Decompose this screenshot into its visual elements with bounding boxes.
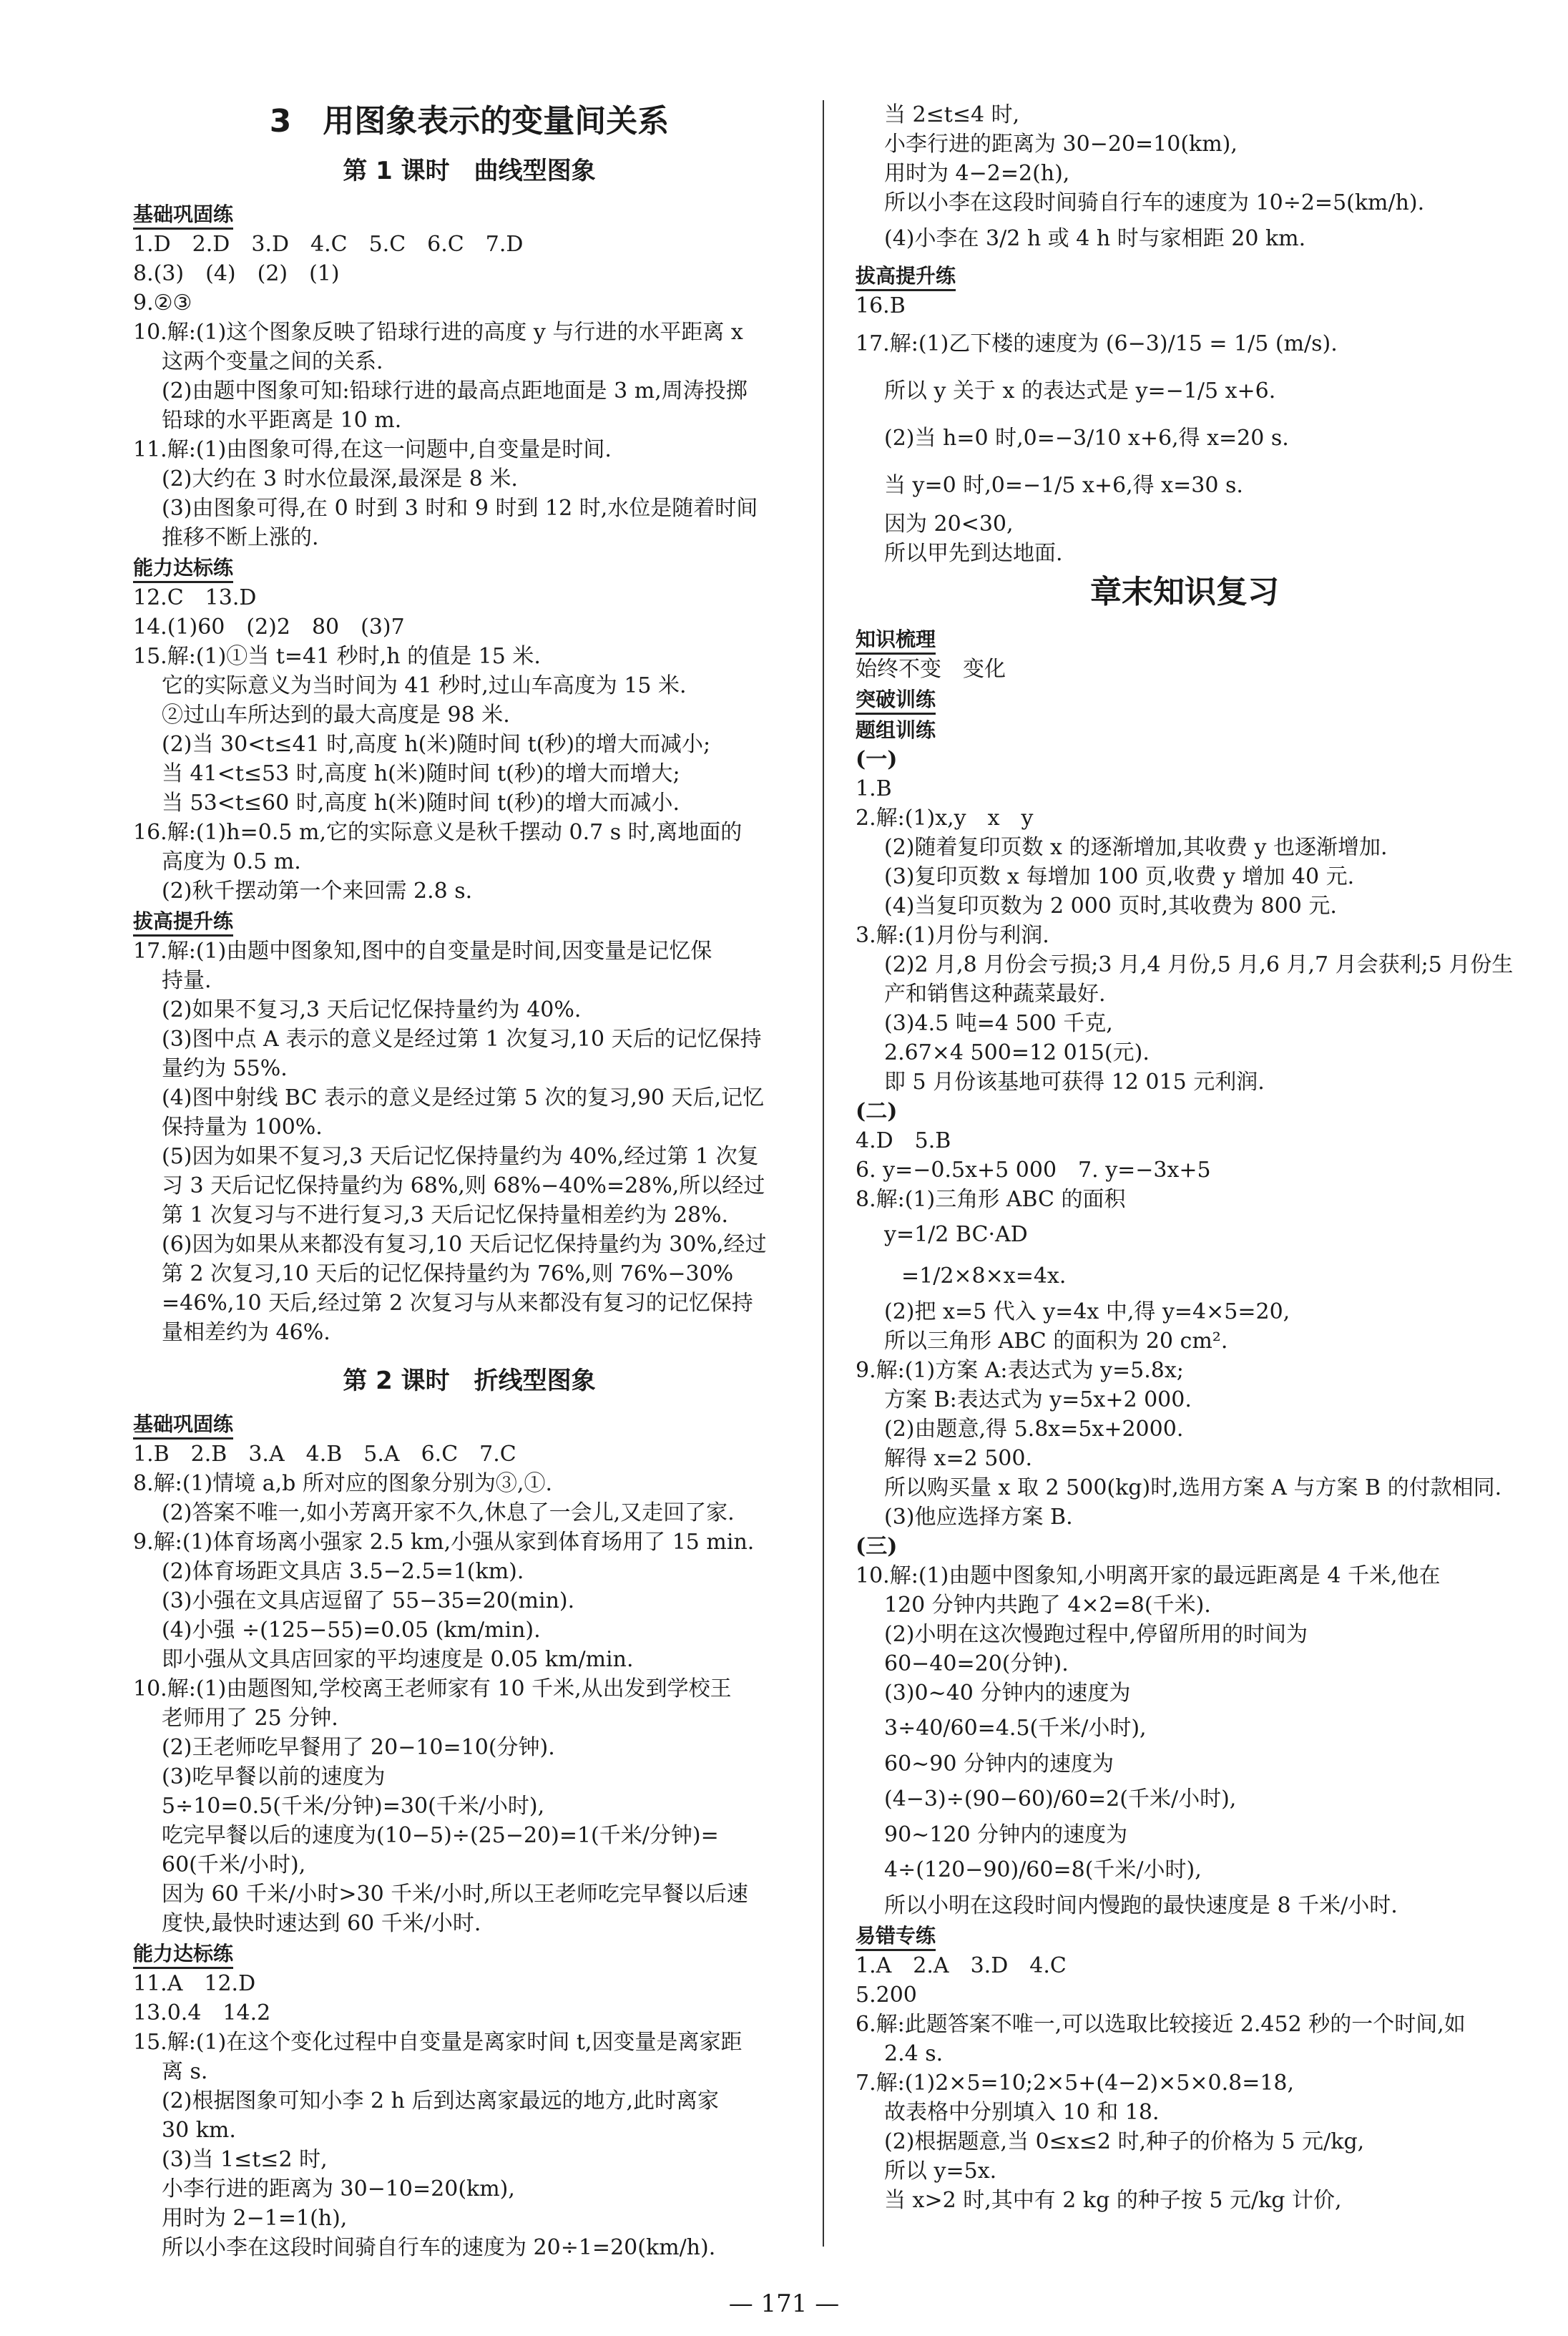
group-1-answers bbox=[856, 774, 1514, 1097]
basic-2-answers bbox=[133, 1440, 805, 1938]
answer-line: 这两个变量之间的关系. bbox=[162, 349, 383, 374]
answer-line: 量相差约为 46%. bbox=[162, 1320, 330, 1345]
answer-line: 小李行进的距离为 30−20=10(km), bbox=[884, 132, 1238, 157]
heading-advance-1: 拔高提升练 bbox=[133, 909, 233, 937]
answer-line: (6)因为如果从来都没有复习,10 天后记忆保持量约为 30%,经过 bbox=[162, 1232, 767, 1257]
left-column bbox=[133, 100, 805, 2262]
answer-line: 60(千米/小时), bbox=[162, 1852, 306, 1877]
group-3-label: (三) bbox=[856, 1534, 898, 1559]
answer-line: 60−40=20(分钟). bbox=[884, 1651, 1069, 1676]
answer-line: 第 2 次复习,10 天后的记忆保持量约为 76%,则 76%−30% bbox=[162, 1261, 734, 1286]
answer-line: 2.解:(1)x,y x y bbox=[856, 806, 1034, 831]
heading-groups: 题组训练 bbox=[856, 718, 936, 742]
review-title: 章末知识复习 bbox=[1090, 574, 1279, 610]
answer-line: (3)他应选择方案 B. bbox=[884, 1505, 1073, 1530]
answer-line: 16.B bbox=[856, 293, 906, 318]
mistake-answers bbox=[856, 1951, 1514, 2215]
answer-line: (4)小强 ÷(125−55)=0.05 (km/min). bbox=[162, 1618, 541, 1643]
answer-line: (3)由图象可得,在 0 时到 3 时和 9 时到 12 时,水位是随着时间 bbox=[162, 496, 758, 521]
answer-line: (4)图中射线 BC 表示的意义是经过第 5 次的复习,90 天后,记忆 bbox=[162, 1085, 765, 1110]
answer-line: 15.解:(1)①当 t=41 秒时,h 的值是 15 米. bbox=[133, 644, 541, 669]
answer-line: 17.解:(1)由题中图象知,图中的自变量是时间,因变量是记忆保 bbox=[133, 939, 712, 964]
answer-line: 8.解:(1)情境 a,b 所对应的图象分别为③,①. bbox=[133, 1471, 552, 1496]
answer-line: (3)当 1≤t≤2 时, bbox=[162, 2147, 328, 2172]
answer-line: (2)2 月,8 月份会亏损;3 月,4 月份,5 月,6 月,7 月会获利;5 月份生 bbox=[884, 952, 1514, 977]
ability-1-answers bbox=[133, 583, 805, 906]
answer-line: 持量. bbox=[162, 968, 212, 993]
answer-line: (4−3)÷(90−60)/60=2(千米/小时), bbox=[884, 1787, 1237, 1812]
answer-line: 13.0.4 14.2 bbox=[133, 2000, 271, 2025]
answer-line: 故表格中分别填入 10 和 18. bbox=[884, 2100, 1160, 2125]
answer-line: 3÷40/60=4.5(千米/小时), bbox=[884, 1716, 1147, 1741]
answer-line: (2)由题中图象可知:铅球行进的最高点距地面是 3 m,周涛投掷 bbox=[162, 378, 748, 404]
answer-line: 2.67×4 500=12 015(元). bbox=[884, 1040, 1150, 1065]
answer-line: 7.解:(1)2×5=10;2×5+(4−2)×5×0.8=18, bbox=[856, 2071, 1295, 2096]
answer-line: 1.B 2.B 3.A 4.B 5.A 6.C 7.C bbox=[133, 1442, 516, 1467]
answer-line: 8.(3) (4) (2) (1) bbox=[133, 261, 340, 286]
answer-line: 1.B bbox=[856, 776, 892, 801]
answer-line: (5)因为如果不复习,3 天后记忆保持量约为 40%,经过第 1 次复 bbox=[162, 1144, 759, 1169]
answer-line: (2)秋千摆动第一个来回需 2.8 s. bbox=[162, 879, 473, 904]
answer-line: 即 5 月份该基地可获得 12 015 元利润. bbox=[884, 1070, 1265, 1095]
lesson-1-title: 第 1 课时 曲线型图象 bbox=[343, 157, 596, 185]
answer-line: (3)小强在文具店逗留了 55−35=20(min). bbox=[162, 1588, 575, 1613]
heading-basic-1: 基础巩固练 bbox=[133, 202, 233, 230]
answer-line: =46%,10 天后,经过第 2 次复习与从来都没有复习的记忆保持 bbox=[162, 1291, 753, 1316]
answer-line: (2)大约在 3 时水位最深,最深是 8 米. bbox=[162, 466, 518, 492]
heading-mistake: 易错专练 bbox=[856, 1923, 936, 1951]
answer-line: (2)王老师吃早餐用了 20−10=10(分钟). bbox=[162, 1735, 555, 1760]
answer-line: 10.解:(1)由题图知,学校离王老师家有 10 千米,从出发到学校王 bbox=[133, 1676, 732, 1701]
answer-line: (4)当复印页数为 2 000 页时,其收费为 800 元. bbox=[884, 894, 1337, 919]
answer-line: 所以小李在这段时间骑自行车的速度为 10÷2=5(km/h). bbox=[884, 190, 1425, 215]
heading-basic-2: 基础巩固练 bbox=[133, 1412, 233, 1440]
answer-line: (3)图中点 A 表示的意义是经过第 1 次复习,10 天后的记忆保持 bbox=[162, 1027, 762, 1052]
answer-line: 用时为 4−2=2(h), bbox=[884, 161, 1070, 186]
answer-line: 所以小李在这段时间骑自行车的速度为 20÷1=20(km/h). bbox=[162, 2235, 716, 2260]
answer-line: 6. y=−0.5x+5 000 7. y=−3x+5 bbox=[856, 1158, 1211, 1183]
answer-line: 9.解:(1)体育场离小强家 2.5 km,小强从家到体育场用了 15 min. bbox=[133, 1530, 755, 1555]
group-1-label: (一) bbox=[856, 747, 898, 772]
answer-line: 1.A 2.A 3.D 4.C bbox=[856, 1953, 1067, 1978]
answer-line: 5÷10=0.5(千米/分钟)=30(千米/小时), bbox=[162, 1794, 545, 1819]
answer-line: (2)小明在这次慢跑过程中,停留所用的时间为 bbox=[884, 1622, 1308, 1647]
heading-ability-2: 能力达标练 bbox=[133, 1941, 233, 1969]
answer-line: 4÷(120−90)/60=8(千米/小时), bbox=[884, 1857, 1202, 1882]
answer-line: 所以购买量 x 取 2 500(kg)时,选用方案 A 与方案 B 的付款相同. bbox=[884, 1475, 1502, 1500]
answer-line: 14.(1)60 (2)2 80 (3)7 bbox=[133, 615, 405, 640]
answer-line: 解得 x=2 500. bbox=[884, 1446, 1033, 1471]
continued-answers bbox=[856, 100, 1514, 260]
answer-line: (3)吃早餐以前的速度为 bbox=[162, 1764, 386, 1789]
answer-line: 12.C 13.D bbox=[133, 585, 257, 610]
heading-breakthrough: 突破训练 bbox=[856, 687, 936, 715]
answer-line: (3)复印页数 x 每增加 100 页,收费 y 增加 40 元. bbox=[884, 864, 1355, 889]
column-divider bbox=[823, 100, 824, 2247]
heading-advance-2: 拔高提升练 bbox=[856, 263, 956, 291]
answer-line: 铅球的水平距离是 10 m. bbox=[162, 408, 402, 433]
answer-line: (2)由题意,得 5.8x=5x+2000. bbox=[884, 1417, 1184, 1442]
answer-line: 6.解:此题答案不唯一,可以选取比较接近 2.452 秒的一个时间,如 bbox=[856, 2012, 1466, 2037]
section-title: 3 用图象表示的变量间关系 bbox=[269, 103, 670, 140]
answer-line: 保持量为 100%. bbox=[162, 1115, 323, 1140]
answer-line: 所以小明在这段时间内慢跑的最快速度是 8 千米/小时. bbox=[884, 1893, 1398, 1918]
answer-line: 10.解:(1)这个图象反映了铅球行进的高度 y 与行进的水平距离 x bbox=[133, 320, 743, 345]
advance-2-answers bbox=[856, 291, 1514, 568]
answer-line: (2)当 30<t≤41 时,高度 h(米)随时间 t(秒)的增大而减小; bbox=[162, 732, 711, 757]
group-2-answers bbox=[856, 1126, 1514, 1532]
answer-line: (3)4.5 吨=4 500 千克, bbox=[884, 1011, 1113, 1036]
answer-line: 2.4 s. bbox=[884, 2041, 944, 2066]
answer-line: (2)随着复印页数 x 的逐渐增加,其收费 y 也逐渐增加. bbox=[884, 835, 1388, 860]
answer-line: 17.解:(1)乙下楼的速度为 (6−3)/15 = 1/5 (m/s). bbox=[856, 331, 1338, 356]
answer-line: 它的实际意义为当时间为 41 秒时,过山车高度为 15 米. bbox=[162, 673, 687, 698]
group-3-answers bbox=[856, 1561, 1514, 1920]
answer-line: 推移不断上涨的. bbox=[162, 525, 319, 550]
answer-line: ②过山车所达到的最大高度是 98 米. bbox=[162, 703, 510, 728]
answer-line: 因为 60 千米/小时>30 千米/小时,所以王老师吃完早餐以后速 bbox=[162, 1882, 748, 1907]
answer-line: 所以 y 关于 x 的表达式是 y=−1/5 x+6. bbox=[884, 378, 1276, 404]
answer-line: 当 53<t≤60 时,高度 h(米)随时间 t(秒)的增大而减小. bbox=[162, 791, 680, 816]
answer-line: (2)如果不复习,3 天后记忆保持量约为 40%. bbox=[162, 997, 582, 1022]
lesson-2-title: 第 2 课时 折线型图象 bbox=[343, 1367, 596, 1395]
basic-1-answers bbox=[133, 230, 805, 552]
answer-line: 60~90 分钟内的速度为 bbox=[884, 1751, 1114, 1777]
right-column bbox=[856, 100, 1514, 2215]
group-2-label: (二) bbox=[856, 1099, 898, 1124]
answer-line: 15.解:(1)在这个变化过程中自变量是离家时间 t,因变量是离家距 bbox=[133, 2030, 743, 2055]
answer-line: 所以 y=5x. bbox=[884, 2159, 997, 2184]
answer-line: 第 1 次复习与不进行复习,3 天后记忆保持量相差约为 28%. bbox=[162, 1203, 729, 1228]
answer-line: 9.②③ bbox=[133, 290, 192, 316]
answer-line: 10.解:(1)由题中图象知,小明离开家的最远距离是 4 千米,他在 bbox=[856, 1563, 1441, 1588]
answer-line: (3)0~40 分钟内的速度为 bbox=[884, 1681, 1131, 1706]
answer-line: 离 s. bbox=[162, 2059, 208, 2084]
answer-line: 11.解:(1)由图象可得,在这一问题中,自变量是时间. bbox=[133, 437, 612, 462]
answer-line: (2)根据题意,当 0≤x≤2 时,种子的价格为 5 元/kg, bbox=[884, 2129, 1365, 2154]
answer-line: 120 分钟内共跑了 4×2=8(千米). bbox=[884, 1593, 1211, 1618]
answer-line: 产和销售这种蔬菜最好. bbox=[884, 982, 1106, 1007]
answer-line: 当 2≤t≤4 时, bbox=[884, 102, 1020, 127]
ability-2-answers bbox=[133, 1969, 805, 2262]
answer-line: (2)体育场距文具店 3.5−2.5=1(km). bbox=[162, 1559, 524, 1584]
heading-ability-1: 能力达标练 bbox=[133, 555, 233, 583]
answer-line: 所以三角形 ABC 的面积为 20 cm². bbox=[884, 1329, 1228, 1354]
answer-line: 30 km. bbox=[162, 2118, 236, 2143]
answer-line: (2)把 x=5 代入 y=4x 中,得 y=4×5=20, bbox=[884, 1299, 1290, 1324]
answer-line: 11.A 12.D bbox=[133, 1971, 256, 1996]
answer-line: 方案 B:表达式为 y=5x+2 000. bbox=[884, 1387, 1192, 1412]
answer-line: 老师用了 25 分钟. bbox=[162, 1706, 338, 1731]
answer-line: 当 x>2 时,其中有 2 kg 的种子按 5 元/kg 计价, bbox=[884, 2188, 1342, 2213]
answer-line: 因为 20<30, bbox=[884, 512, 1014, 537]
answer-line: 9.解:(1)方案 A:表达式为 y=5.8x; bbox=[856, 1358, 1184, 1383]
answer-line: 1.D 2.D 3.D 4.C 5.C 6.C 7.D bbox=[133, 232, 524, 257]
answer-line: 3.解:(1)月份与利润. bbox=[856, 923, 1049, 948]
answer-line: 量约为 55%. bbox=[162, 1056, 288, 1081]
answer-line: 习 3 天后记忆保持量约为 68%,则 68%−40%=28%,所以经过 bbox=[162, 1173, 765, 1198]
answer-line: =1/2×8×x=4x. bbox=[901, 1264, 1067, 1289]
answer-line: 5.200 bbox=[856, 1983, 917, 2008]
answer-line: (4)小李在 3/2 h 或 4 h 时与家相距 20 km. bbox=[884, 226, 1306, 251]
answer-line: 90~120 分钟内的速度为 bbox=[884, 1822, 1128, 1847]
answer-line: 即小强从文具店回家的平均速度是 0.05 km/min. bbox=[162, 1647, 634, 1672]
answer-line: 8.解:(1)三角形 ABC 的面积 bbox=[856, 1187, 1126, 1212]
page-number: — 171 — bbox=[728, 2289, 840, 2318]
answer-line: 度快,最快时速达到 60 千米/小时. bbox=[162, 1911, 481, 1936]
answer-line: 用时为 2−1=1(h), bbox=[162, 2206, 348, 2231]
answer-line: 16.解:(1)h=0.5 m,它的实际意义是秋千摆动 0.7 s 时,离地面的 bbox=[133, 820, 743, 845]
answer-line: 当 y=0 时,0=−1/5 x+6,得 x=30 s. bbox=[884, 473, 1243, 498]
answer-line: 小李行进的距离为 30−10=20(km), bbox=[162, 2176, 515, 2201]
answer-line: 吃完早餐以后的速度为(10−5)÷(25−20)=1(千米/分钟)= bbox=[162, 1823, 719, 1848]
answer-line: 所以甲先到达地面. bbox=[884, 541, 1063, 566]
answer-line: (2)当 h=0 时,0=−3/10 x+6,得 x=20 s. bbox=[884, 426, 1289, 451]
answer-line: y=1/2 BC·AD bbox=[884, 1222, 1028, 1247]
answer-line: (2)根据图象可知小李 2 h 后到达离家最远的地方,此时离家 bbox=[162, 2088, 720, 2113]
knowledge-answer: 始终不变 变化 bbox=[856, 657, 1006, 682]
answer-line: 4.D 5.B bbox=[856, 1128, 951, 1153]
answer-line: 高度为 0.5 m. bbox=[162, 849, 301, 874]
answer-line: (2)答案不唯一,如小芳离开家不久,休息了一会儿,又走回了家. bbox=[162, 1500, 735, 1525]
advance-1-answers bbox=[133, 937, 805, 1347]
heading-knowledge: 知识梳理 bbox=[856, 627, 936, 655]
answer-line: 当 41<t≤53 时,高度 h(米)随时间 t(秒)的增大而增大; bbox=[162, 761, 680, 786]
